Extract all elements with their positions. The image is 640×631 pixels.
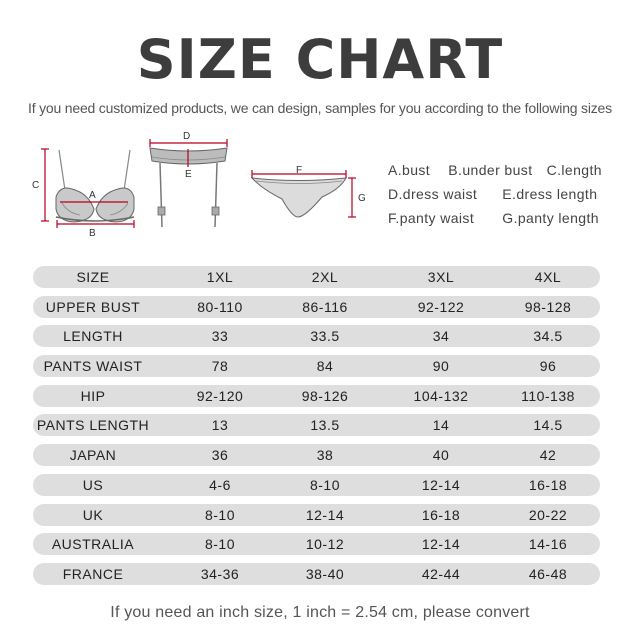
- table-header-row: [33, 266, 600, 288]
- row-label: LENGTH: [63, 328, 123, 345]
- dim-label-c: C: [32, 180, 40, 191]
- table-cell: 92-122: [417, 298, 465, 315]
- header-cell-4xl: 4XL: [534, 269, 562, 285]
- table-cell: 110-138: [521, 387, 575, 404]
- table-cell: 8-10: [309, 476, 341, 493]
- table-cell: 98-128: [524, 298, 572, 315]
- table-row: [33, 414, 600, 436]
- table-cell: 14.5: [533, 417, 563, 434]
- table-cell: 12-14: [421, 536, 461, 553]
- table-cell: 10-12: [305, 536, 345, 553]
- row-label: HIP: [80, 387, 106, 404]
- table-cell: 14: [432, 417, 450, 434]
- table-cell: 13.5: [310, 417, 340, 434]
- dim-label-g: G: [358, 193, 366, 204]
- table-cell: 40: [432, 447, 450, 464]
- row-label: AUSTRALIA: [51, 536, 135, 553]
- row-label: JAPAN: [69, 447, 117, 464]
- table-row: [33, 296, 600, 318]
- table-cell: 16-18: [421, 506, 461, 523]
- bra-illustration: [56, 150, 134, 222]
- legend-item-panty-length: G.panty length: [502, 210, 599, 226]
- header-cell-2xl: 2XL: [311, 269, 339, 285]
- table-cell: 13: [211, 417, 229, 434]
- table-row: [33, 444, 600, 466]
- row-label: UK: [82, 506, 104, 523]
- table-cell: 14-16: [528, 536, 568, 553]
- table-cell: 46-48: [528, 565, 568, 582]
- legend-item-dress-length: E.dress length: [502, 186, 598, 202]
- table-row: [33, 563, 600, 585]
- header-cell-1xl: 1XL: [206, 269, 234, 285]
- table-cell: 104-132: [413, 387, 469, 404]
- table-cell: 92-120: [196, 387, 244, 404]
- table-cell: 16-18: [528, 476, 568, 493]
- panty-illustration: [252, 178, 346, 217]
- legend-item-length: C.length: [546, 162, 602, 178]
- lingerie-diagram: [0, 125, 380, 240]
- table-cell: 8-10: [204, 506, 236, 523]
- table-cell: 33: [211, 328, 229, 345]
- dim-label-d: D: [183, 131, 191, 142]
- row-label: FRANCE: [62, 565, 124, 582]
- legend-row: [388, 182, 638, 206]
- table-cell: 98-126: [301, 387, 349, 404]
- page-subtitle: If you need customized products, we can design, samples for you according to the following sizes: [28, 100, 612, 116]
- table-row: [33, 385, 600, 407]
- dim-label-f: F: [296, 165, 303, 176]
- table-row: [33, 474, 600, 496]
- table-row: [33, 504, 600, 526]
- table-cell: 34.5: [533, 328, 563, 345]
- table-cell: 90: [432, 358, 450, 375]
- conversion-note: If you need an inch size, 1 inch = 2.54 cm, please convert: [110, 604, 530, 621]
- table-cell: 34-36: [200, 565, 240, 582]
- dim-label-b: B: [89, 228, 96, 239]
- table-cell: 20-22: [528, 506, 568, 523]
- legend-row: [388, 206, 638, 230]
- legend-item-under-bust: B.under bust: [448, 162, 533, 178]
- table-cell: 42: [539, 447, 557, 464]
- table-row: [33, 533, 600, 555]
- table-row: [33, 325, 600, 347]
- table-cell: 42-44: [421, 565, 461, 582]
- page-title: SIZE CHART: [136, 28, 504, 91]
- row-label: US: [82, 476, 104, 493]
- table-cell: 34: [432, 328, 450, 345]
- legend-item-panty-waist: F.panty waist: [388, 210, 475, 226]
- table-cell: 38: [316, 447, 334, 464]
- header-cell-size: SIZE: [76, 269, 110, 285]
- table-cell: 80-110: [197, 298, 243, 315]
- table-cell: 96: [539, 358, 557, 375]
- table-cell: 33.5: [310, 328, 340, 345]
- table-cell: 12-14: [421, 476, 461, 493]
- measurement-legend: [388, 158, 638, 230]
- table-cell: 86-116: [302, 298, 348, 315]
- dim-label-a: A: [89, 190, 96, 201]
- table-cell: 4-6: [209, 476, 231, 493]
- dim-label-e: E: [185, 169, 192, 180]
- legend-row: [388, 158, 638, 182]
- legend-item-bust: A.bust: [388, 162, 431, 178]
- row-label: UPPER BUST: [45, 298, 141, 315]
- header-cell-3xl: 3XL: [427, 269, 455, 285]
- table-row: [33, 355, 600, 377]
- table-cell: 78: [211, 358, 229, 375]
- table-cell: 8-10: [204, 536, 236, 553]
- table-cell: 84: [316, 358, 334, 375]
- table-cell: 36: [211, 447, 229, 464]
- row-label: PANTS WAIST: [43, 358, 143, 375]
- legend-item-dress-waist: D.dress waist: [388, 186, 478, 202]
- table-cell: 12-14: [305, 506, 345, 523]
- size-table: [33, 266, 600, 593]
- table-cell: 38-40: [305, 565, 345, 582]
- row-label: PANTS LENGTH: [36, 417, 150, 434]
